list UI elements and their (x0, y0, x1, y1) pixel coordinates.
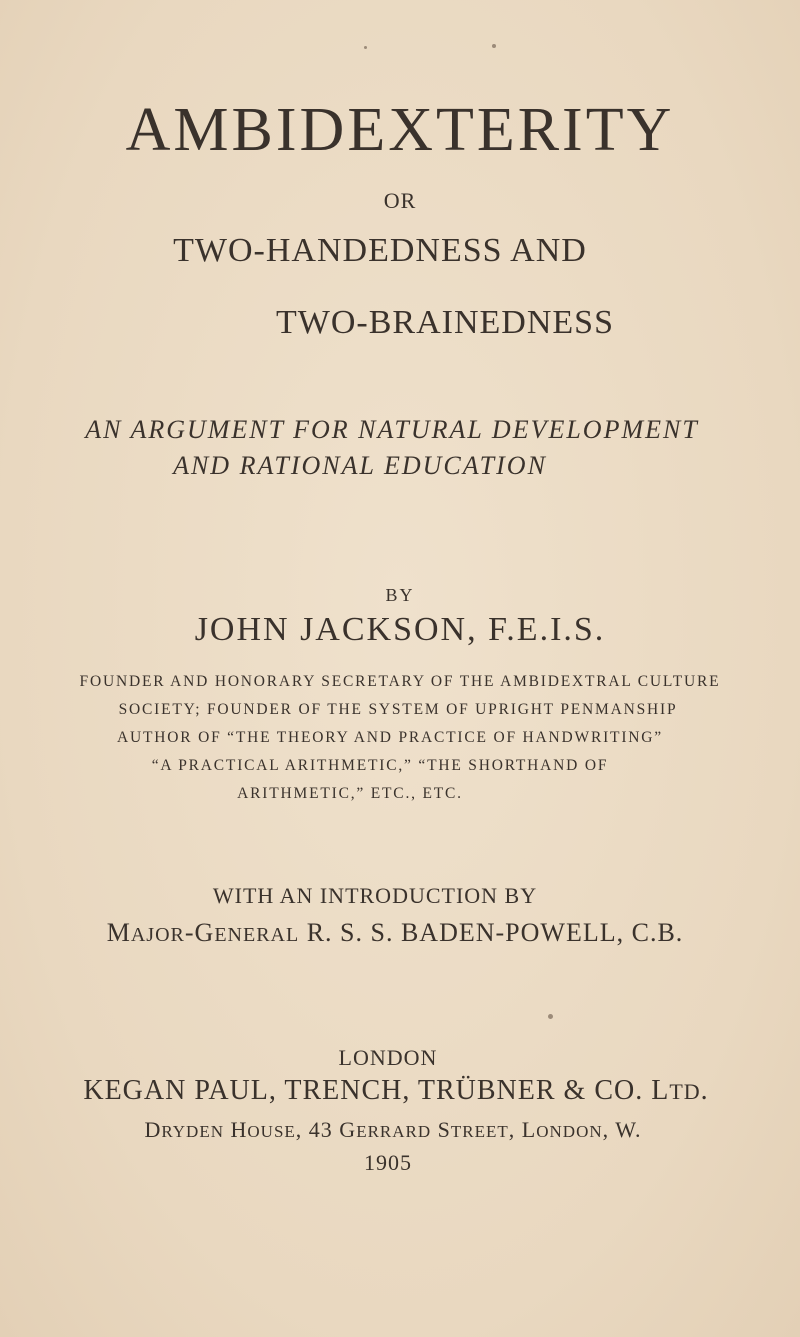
title-conjunction: OR (383, 188, 417, 213)
book-title: AMBIDEXTERITY (125, 96, 675, 164)
address-part: TREET (450, 1122, 509, 1141)
address-part: , (508, 1117, 522, 1142)
introducer-name (0, 918, 795, 948)
paper-speck (492, 44, 496, 48)
rank-smallcaps: AJOR (130, 924, 185, 946)
rank-dash: - (184, 918, 195, 947)
subtitle-line-1: TWO-HANDEDNESS AND (173, 232, 587, 269)
author-credential-line: SOCIETY; FOUNDER OF THE SYSTEM OF UPRIGHT PENMANSHIP (118, 701, 678, 718)
address-part: D (144, 1117, 162, 1142)
by-label: BY (385, 585, 415, 605)
argument-line-1: AN ARGUMENT FOR NATURAL DEVELOPMENT (85, 415, 699, 444)
author-credential-line: AUTHOR OF “THE THEORY AND PRACTICE OF HANDWRITING” (117, 729, 663, 746)
address-part: RYDEN (161, 1122, 224, 1141)
publisher-main: KEGAN PAUL, TRENCH, TRÜBNER & CO. L (83, 1075, 670, 1106)
rank-initial: G (194, 918, 215, 947)
address-part: OUSE (247, 1122, 296, 1141)
address-part: L (521, 1117, 537, 1142)
publisher-address (0, 1117, 793, 1143)
paper-speck (548, 1014, 553, 1019)
argument-line-2: AND RATIONAL EDUCATION (173, 451, 547, 480)
address-part: ERRARD (356, 1122, 432, 1141)
introducer-full-name: R. S. S. BADEN-POWELL, C.B. (299, 918, 684, 947)
address-part: G (339, 1117, 357, 1142)
author-credential-line: FOUNDER AND HONORARY SECRETARY OF THE AMBIDEXTRAL CULTURE (79, 673, 721, 690)
rank-initial: M (106, 918, 131, 947)
address-part: , 43 (295, 1117, 340, 1142)
author-name: JOHN JACKSON, F.E.I.S. (194, 611, 606, 648)
author-credential-line: ARITHMETIC,” ETC., ETC. (237, 785, 463, 802)
subtitle-line-2: TWO-BRAINEDNESS (276, 304, 614, 341)
address-part: H (224, 1117, 248, 1142)
introduction-by-line: WITH AN INTRODUCTION BY (212, 883, 538, 908)
publisher-dot: . (700, 1075, 709, 1106)
publisher-name (0, 1075, 796, 1107)
address-part: S (431, 1117, 451, 1142)
publication-place: LONDON (338, 1045, 438, 1070)
address-part: , W. (602, 1117, 642, 1142)
publication-year: 1905 (364, 1150, 412, 1175)
author-credential-line: “A PRACTICAL ARITHMETIC,” “THE SHORTHAND OF (151, 757, 609, 774)
paper-speck (364, 46, 367, 49)
address-part: ONDON (536, 1122, 603, 1141)
publisher-smallcaps: TD (669, 1079, 701, 1104)
rank-smallcaps: ENERAL (214, 924, 300, 946)
